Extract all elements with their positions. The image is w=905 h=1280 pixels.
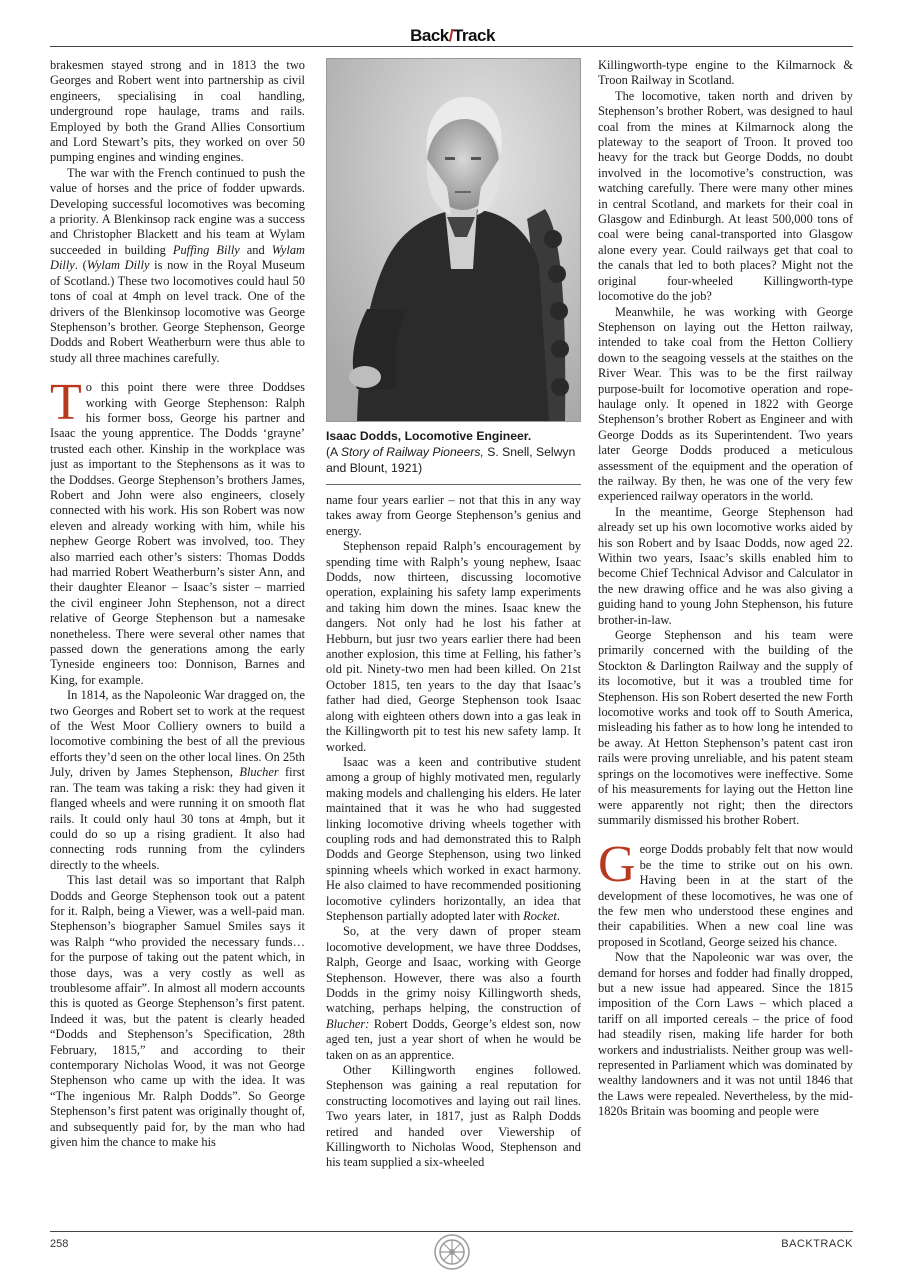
masthead-track: Track	[452, 26, 495, 45]
paragraph: The locomotive, taken north and driven by Stephenson’s brother Robert, was designed to haul coal from the mines at Kilmarnock along the plateway to the seaport of Troon. It proved too heavy for the track but George Dodds, no doubt involved in the locomotive’s construction, was watching carefully. There were many other mines in central Scotland, and markets for their coal in Glasgow and Edinburgh. At least 500,000 tons of coal were being canal-transported into Glasgow alone every year. Could railways get that coal to the canals that led to both places? Might not the original four-wheeled Killingworth-type locomotive do the job?	[598, 88, 853, 304]
paragraph: In 1814, as the Napoleonic War dragged on, the two Georges and Robert set to work at the request of the West Moor Colliery owners to build a locomotive combining the best of all the previous efforts they’d seen on the other local lines. On 25th July, driven by James Stephenson, Blucher first ran. The team was taking a risk: they had given it flanged wheels and were running it on smooth flat rails. It could only haul 30 tons at 4mph, but it could do so up a rising gradient. It also had connecting rods running from the cylinders directly to the wheels.	[50, 688, 305, 872]
caption-divider	[326, 484, 581, 485]
footer-rule	[50, 1231, 853, 1232]
photo-caption	[326, 428, 581, 476]
caption-title: Isaac Dodds, Locomotive Engineer.	[326, 429, 532, 443]
caption-source: (A Story of Railway Pioneers, S. Snell, Selwyn and Blount, 1921)	[326, 445, 576, 475]
magazine-masthead	[0, 26, 905, 46]
magazine-name: BACKTRACK	[781, 1238, 853, 1250]
drop-cap: G	[598, 836, 636, 894]
paragraph: name four years earlier – not that this in any way takes away from George Stephenson’s genius and energy.	[326, 493, 581, 538]
paragraph: brakesmen stayed strong and in 1813 the two Georges and Robert went into partnership as civil engineers, specialising in coal handling, underground rope haulage, trams and rails. Employed by both the Grand Allies Consortium and Lord Stewart’s pits, they worked on over 50 pumping engines and winding engines.	[50, 58, 305, 165]
header-rule	[50, 46, 853, 47]
wheel-emblem-icon	[433, 1233, 471, 1271]
article-column-1	[50, 58, 305, 1226]
article-column-2	[326, 58, 581, 1226]
paragraph: Killingworth-type engine to the Kilmarnock & Troon Railway in Scotland.	[598, 58, 853, 88]
paragraph-dropcap: George Dodds probably felt that now would be the time to strike out on his own. Having been in at the start of the development of these locomotives, he was one of the few men who understood these engines and their capabilities. When a new coal line was proposed in Scotland, George seized his chance.	[598, 836, 853, 949]
article-column-3	[598, 58, 853, 1226]
paragraph: Now that the Napoleonic war was over, the demand for horses and fodder had finally dropped, but a new issue had appeared. Since the 1815 imposition of the Corn Laws – which placed a tariff on all imported cereals – the price of food had steadily risen, making life harder for both workers and industrialists. Neither group was well-represented in Parliament which was dominated by wealthy landowners and it was not until 1846 that the Laws were repealed. Nevertheless, by the mid-1820s Britain was booming and people were	[598, 950, 853, 1119]
paragraph: Other Killingworth engines followed. Stephenson was gaining a real reputation for constructing locomotives and laying out rail lines. Two years later, in 1817, just as Ralph Dodds retired and handed over Viewership of Killingworth to Nicholas Wood, Stephenson and his team supplied a six-wheeled	[326, 1063, 581, 1170]
masthead-slash: /	[448, 26, 453, 45]
paragraph: So, at the very dawn of proper steam locomotive development, we have three Doddses, Ralph, George and Isaac, working with George Stephenson. However, there was also a fourth Dodds in the grimy noisy Killingworth sheds, watching, perhaps helping, the construction of Blucher: Robert Dodds, George’s eldest son, now aged ten, just a year short of when he would be taken on as an apprentice.	[326, 924, 581, 1062]
paragraph: Meanwhile, he was working with George Stephenson on laying out the Hetton railway, intended to take coal from the Hetton Colliery down to the seagoing vessels at the staithes on the River Wear. This was to be the first railway purpose-built for locomotive operation and rope-haulage only. It opened in 1822 with George Stephenson’s brother Robert as Engineer and with George Dodds as its Superintendent. Two years later George Dodds produced a meticulous assessment of the equipment and the operation of the railway. By then, he was one of the very few experienced railway operators in the world.	[598, 304, 853, 504]
paragraph: The war with the French continued to push the value of horses and the price of fodder upwards. Developing successful locomotives was becoming a priority. A Blenkinsop rack engine was a success and Christopher Blackett and his team at Wylam succeeded in building Puffing Billy and Wylam Dilly. (Wylam Dilly is now in the Royal Museum of Scotland.) These two locomotives could haul 50 tons of coal at 4mph on level track. One of the drivers of the Blenkinsop locomotive was George Stephenson’s brother. George Stephenson, George Dodds and Robert Weatherburn were thus able to study all three machines carefully.	[50, 165, 305, 365]
paragraph: George Stephenson and his team were primarily concerned with the building of the Stockton & Darlington Railway and the supply of its locomotive, but it was a troubled time for Stephenson. His son Robert deserted the new Forth locomotive works and took off to South America, misleading his father as to how long he intended to be away. At Hetton Stephenson’s patent cast iron rails were proving unreliable, and his patent steam springs on the locomotives were ineffective. Some of his measurements for laying out the Hetton line were apparently not right; then the directors summarily dismissed his brother Robert.	[598, 628, 853, 827]
paragraph-dropcap: To this point there were three Doddses working with George Stephenson: Ralph his former boss, George his partner and Isaac the young apprentice. The Dodds ‘grayne’ trusted each other. Kinship in the workplace was just as important to the Stephensons as it was to the Doddses. George Stephenson’s brothers James, Robert and John were also engineers, closely connected with his work. His son Robert was now eleven and already working with him, while his nephew George Robert was involved, too. They also married each other’s sisters: Thomas Dodds had married Robert Weatherburn’s sister Ann, and their daughter Eleanor – Isaac’s sister – married the civil engineer John Stephenson, not a direct relative of George Stephenson but a namesake nonetheless. There were several other names that passed down the generations among the early Tyneside engineers too: Donnison, Barnes and King, for example.	[50, 374, 305, 687]
page-number: 258	[50, 1238, 69, 1250]
paragraph: Isaac was a keen and contributive student among a group of highly motivated men, regularly making models and challenging his elders. He later maintained that it was he who had suggested linking locomotive driving wheels together with coupling rods and had demonstrated this to Ralph Dodds and George Stephenson, using two linked spinning wheels which worked in exact harmony. He also claimed to have recommended positioning locomotive cylinders horizontally, an idea that Stephenson partially adopted later with Rocket.	[326, 754, 581, 923]
portrait-photo	[326, 58, 581, 422]
drop-cap: T	[50, 374, 82, 432]
paragraph: In the meantime, George Stephenson had already set up his own locomotive works aided by his son Robert and by Isaac Dodds, now aged 22. Within two years, Isaac’s skills enabled him to become Chief Technical Advisor and Calculator in the new drawing office and he was also giving a guiding hand to young John Stephenson, his future brother-in-law.	[598, 504, 853, 627]
paragraph: This last detail was so important that Ralph Dodds and George Stephenson took out a patent for it. Ralph, being a Viewer, was a well-paid man. Stephenson’s biographer Samuel Smiles says it was Ralph “who provided the necessary funds… for the purpose of taking out the patent which, in those days, was a very costly as well as troublesome affair”. In almost all modern accounts this is quoted as George Stephenson’s first patent. Indeed it was, but the patent is clearly headed “Dodds and Stephenson’s Specification, 28th February, 1815,” and according to their contemporary Nicholas Wood, it was not George Stephenson who came up with the idea. It was “The ingenious Mr. Ralph Dodds”. So George Stephenson’s first patent was originally thought of, and subsequently paid for, by the man who had given him the chance to make his	[50, 873, 305, 1150]
masthead-back: Back	[410, 26, 449, 45]
paragraph: Stephenson repaid Ralph’s encouragement by spending time with Ralph’s young nephew, Isaac Dodds, now thirteen, discussing locomotive operation, explaining his safety lamp experiments and taking him down the mines. Isaac knew the dangers. Not only had he lost his father at Hebburn, but jusr two years earlier there had been another explosion, this time at Felling, his father’s old pit. Ninety-two men had been killed. On 21st October 1815, ten years to the day that Isaac’s father had died, George Stephenson took Isaac along with eighteen others down into a gas leak in the Killingworth pit to test his new safety lamp. It worked.	[326, 539, 581, 754]
